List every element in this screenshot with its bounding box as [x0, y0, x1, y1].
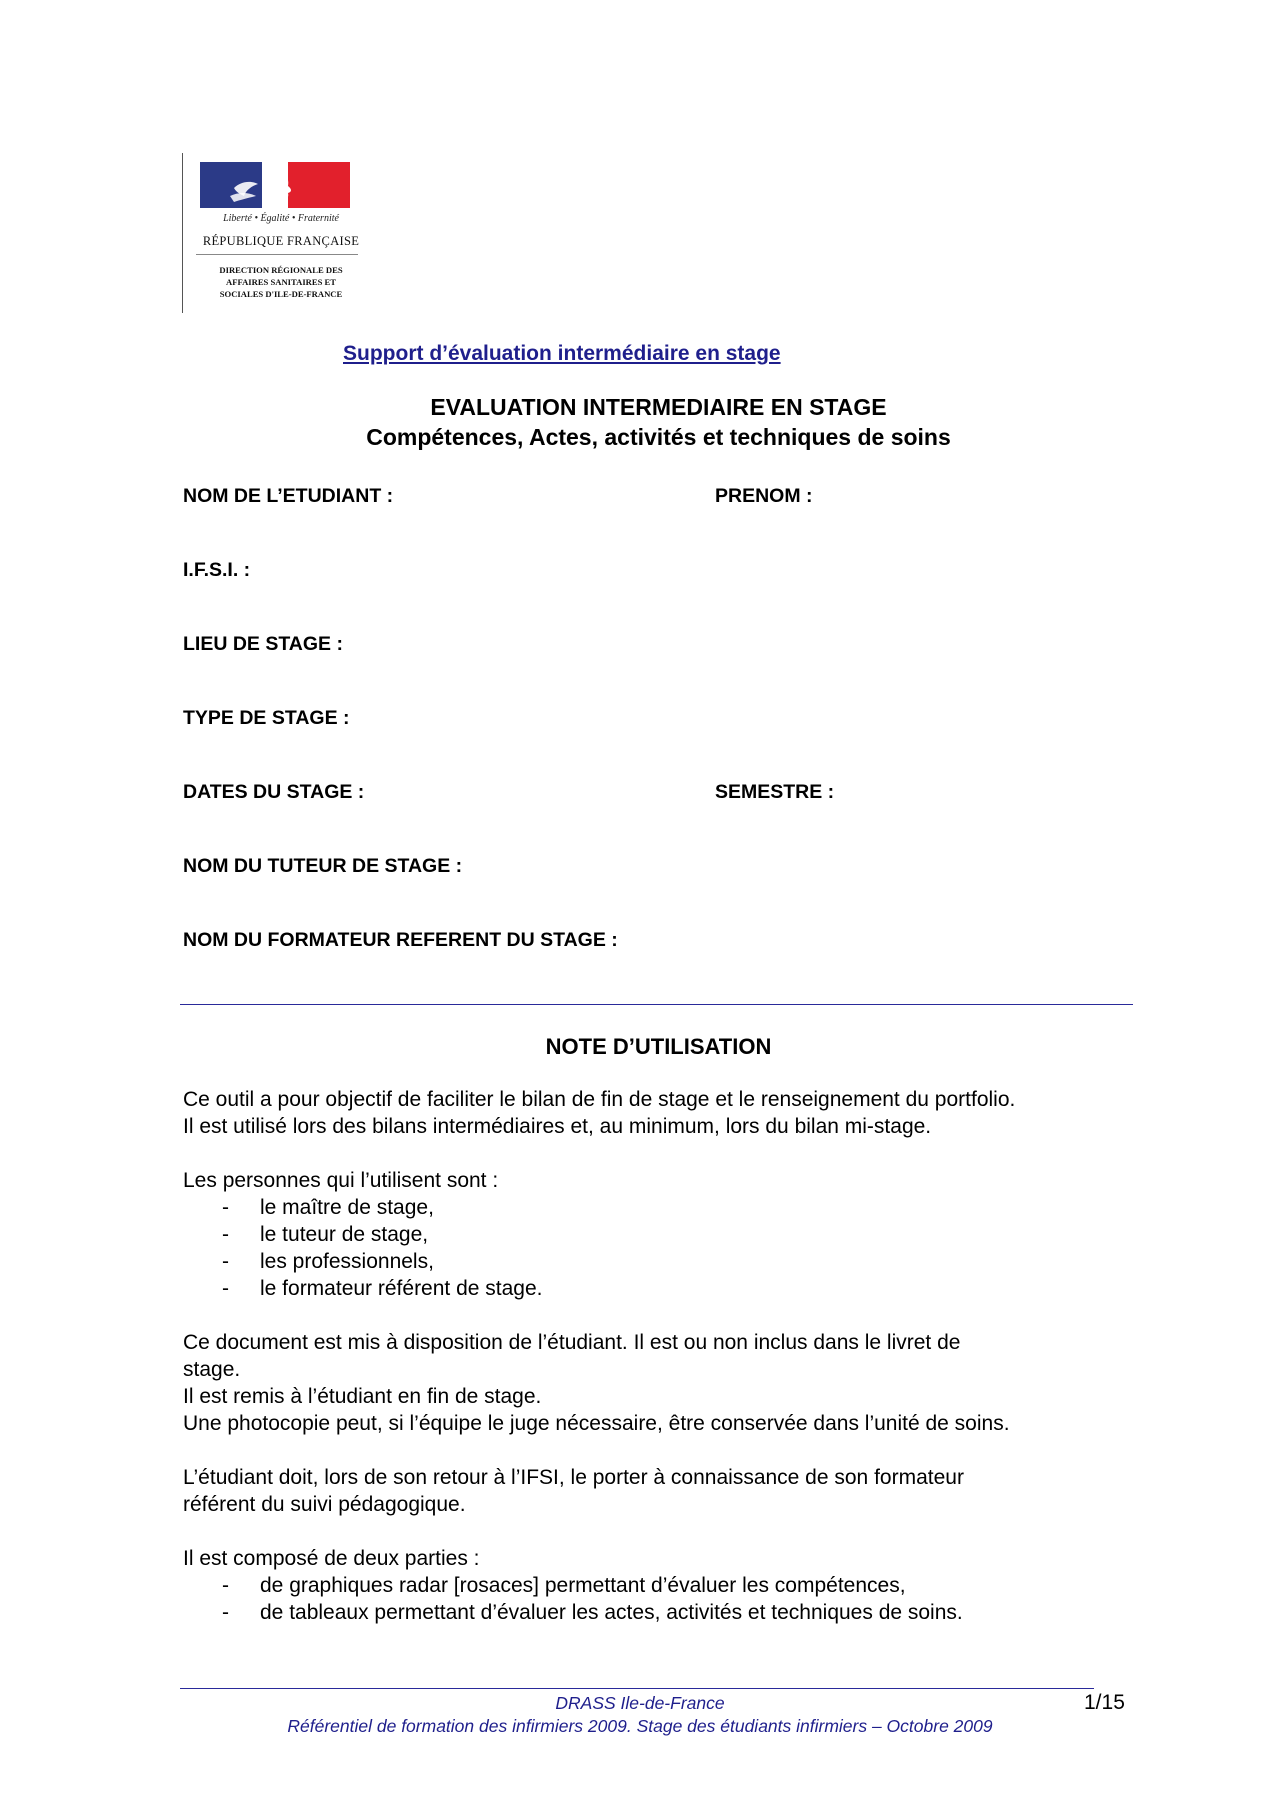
field-nom-etudiant: NOM DE L’ETUDIANT : — [183, 485, 394, 507]
logo-separator — [196, 254, 358, 255]
field-tuteur: NOM DU TUTEUR DE STAGE : — [183, 855, 463, 877]
field-formateur: NOM DU FORMATEUR REFERENT DU STAGE : — [183, 929, 618, 951]
note-paragraph-3-line-4: Une photocopie peut, si l’équipe le juge nécessaire, être conservée dans l’unité de soins. — [183, 1412, 1010, 1435]
marianne-logo — [200, 162, 350, 208]
bullet-dash: - — [222, 1601, 229, 1624]
note-paragraph-4-line-2: référent du suivi pédagogique. — [183, 1493, 466, 1516]
note-paragraph-1-line-2: Il est utilisé lors des bilans intermédiaires et, au minimum, lors du bilan mi-stage. — [183, 1115, 932, 1138]
list-item: les professionnels, — [260, 1250, 434, 1273]
note-paragraph-3-line-1: Ce document est mis à disposition de l’étudiant. Il est ou non inclus dans le livret de — [183, 1331, 961, 1354]
bullet-dash: - — [222, 1196, 229, 1219]
main-title: EVALUATION INTERMEDIAIRE EN STAGE — [430, 394, 887, 420]
list-item: de graphiques radar [rosaces] permettant d’évaluer les compétences, — [260, 1574, 906, 1597]
note-title: NOTE D’UTILISATION — [545, 1034, 772, 1059]
field-prenom: PRENOM : — [715, 485, 813, 507]
main-subtitle: Compétences, Actes, activités et techniques de soins — [366, 424, 951, 450]
logo-direction: DIRECTION RÉGIONALE DES AFFAIRES SANITAIRES ET SOCIALES D'ILE-DE-FRANCE — [219, 265, 343, 299]
bullet-dash: - — [222, 1277, 229, 1300]
support-title-link[interactable]: Support d’évaluation intermédiaire en stage — [343, 342, 781, 365]
footer-reference: Référentiel de formation des infirmiers 2009. Stage des étudiants infirmiers – Octobre 2009 — [287, 1716, 993, 1736]
logo-divider — [182, 153, 183, 313]
field-semestre: SEMESTRE : — [715, 781, 835, 803]
logo-motto: Liberté • Égalité • Fraternité — [223, 213, 339, 224]
page-number: 1/15 — [1084, 1691, 1125, 1714]
note-paragraph-2-intro: Les personnes qui l’utilisent sont : — [183, 1169, 499, 1192]
note-paragraph-4-line-1: L’étudiant doit, lors de son retour à l’IFSI, le porter à connaissance de son formateur — [183, 1466, 964, 1489]
list-item: le maître de stage, — [260, 1196, 434, 1219]
note-paragraph-3-line-3: Il est remis à l’étudiant en fin de stage. — [183, 1385, 542, 1408]
logo-republique: RÉPUBLIQUE FRANÇAISE — [202, 234, 360, 248]
note-paragraph-3-line-2: stage. — [183, 1358, 241, 1381]
field-ifsi: I.F.S.I. : — [183, 559, 251, 581]
note-paragraph-1-line-1: Ce outil a pour objectif de faciliter le bilan de fin de stage et le renseignement du portfolio. — [183, 1088, 1016, 1111]
field-type-stage: TYPE DE STAGE : — [183, 707, 350, 729]
bullet-dash: - — [222, 1250, 229, 1273]
footer-divider — [180, 1688, 1094, 1689]
section-divider — [180, 1004, 1133, 1005]
note-paragraph-5-intro: Il est composé de deux parties : — [183, 1547, 480, 1570]
bullet-dash: - — [222, 1223, 229, 1246]
field-lieu-stage: LIEU DE STAGE : — [183, 633, 343, 655]
footer-organization: DRASS Ile-de-France — [555, 1693, 725, 1713]
field-dates-stage: DATES DU STAGE : — [183, 781, 365, 803]
list-item: le formateur référent de stage. — [260, 1277, 543, 1300]
list-item: de tableaux permettant d’évaluer les actes, activités et techniques de soins. — [260, 1601, 963, 1624]
list-item: le tuteur de stage, — [260, 1223, 429, 1246]
bullet-dash: - — [222, 1574, 229, 1597]
